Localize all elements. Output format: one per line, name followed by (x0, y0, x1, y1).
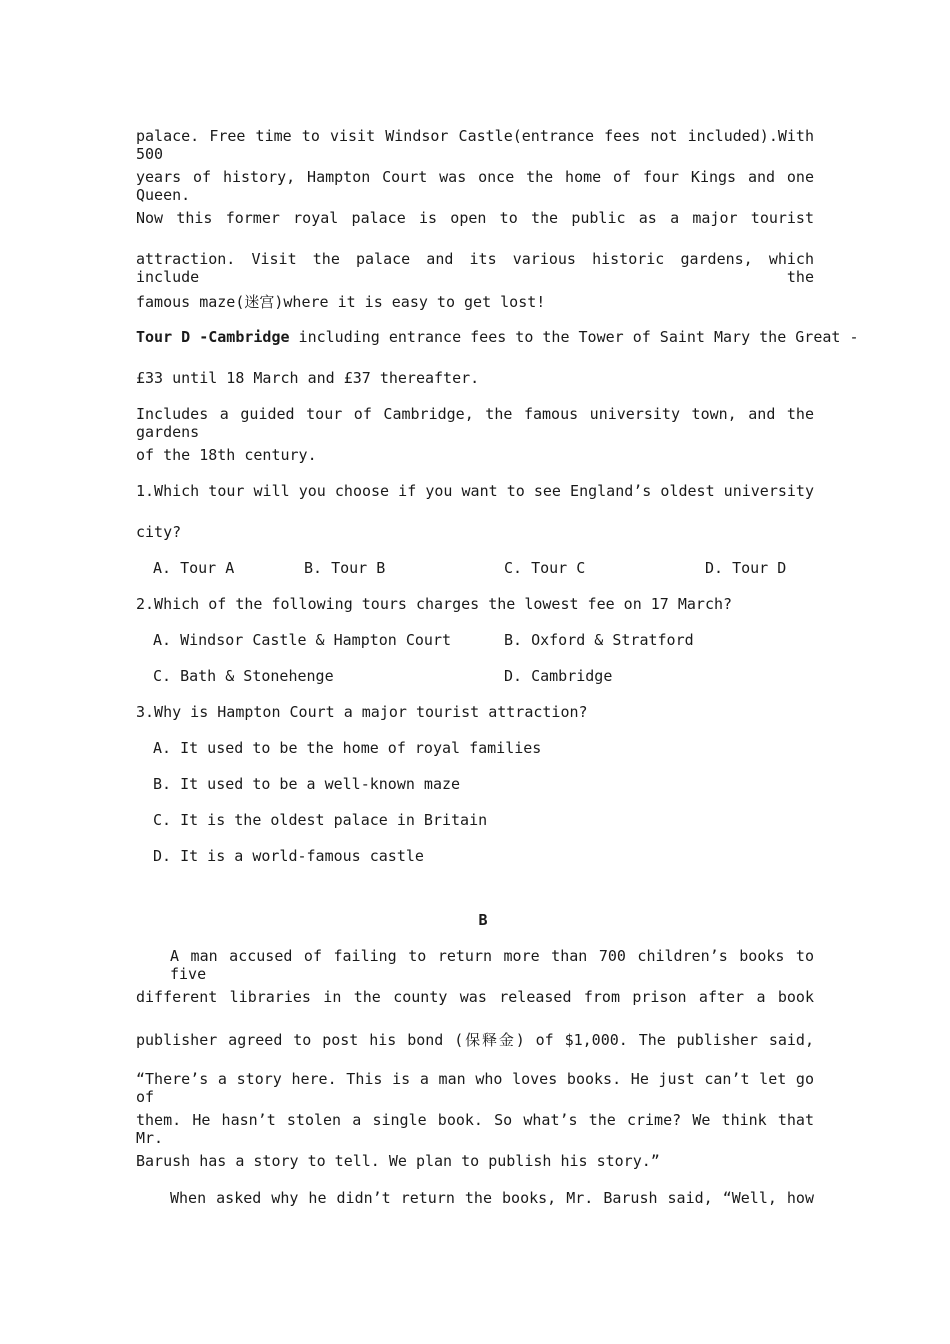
passage-b-line-6: Barush has a story to tell. We plan to publish his story.” (136, 1152, 660, 1170)
passage-b-heading: B (478, 911, 488, 929)
tour-d-line-1-rest: including entrance fees to the Tower of Saint Mary the Great - (289, 328, 859, 346)
tour-c-line-1: palace. Free time to visit Windsor Castle(entrance fees not included).With 500 (136, 127, 814, 163)
question-2-option-b: B. Oxford & Stratford (504, 631, 694, 649)
question-2-option-c: C. Bath & Stonehenge (153, 667, 334, 685)
question-1-stem-line-2: city? (136, 523, 182, 541)
question-1-stem-line-1: 1.Which tour will you choose if you want to see England’s oldest university (136, 482, 814, 500)
tour-d-desc-line-2: of the 18th century. (136, 446, 317, 464)
question-1-option-b: B. Tour B (304, 559, 386, 577)
question-2-stem: 2.Which of the following tours charges the lowest fee on 17 March? (136, 595, 733, 613)
question-2-option-a: A. Windsor Castle & Hampton Court (153, 631, 452, 649)
passage-b-line-7: When asked why he didn’t return the books, Mr. Barush said, “Well, how (170, 1189, 814, 1207)
question-3-option-b: B. It used to be a well-known maze (153, 775, 461, 793)
tour-c-line-2: years of history, Hampton Court was once the home of four Kings and one Queen. (136, 168, 814, 204)
question-2-option-d: D. Cambridge (504, 667, 613, 685)
tour-c-line-4: attraction. Visit the palace and its various historic gardens, which include the (136, 250, 814, 286)
tour-d-desc-line-1: Includes a guided tour of Cambridge, the famous university town, and the gardens (136, 405, 814, 441)
tour-c-line-3: Now this former royal palace is open to the public as a major tourist (136, 209, 814, 227)
question-3-option-a: A. It used to be the home of royal families (153, 739, 542, 757)
passage-b-line-2: different libraries in the county was released from prison after a book (136, 988, 814, 1006)
question-3-stem: 3.Why is Hampton Court a major tourist attraction? (136, 703, 588, 721)
question-3-option-d: D. It is a world-famous castle (153, 847, 424, 865)
tour-d-line-2: £33 until 18 March and £37 thereafter. (136, 369, 480, 387)
question-1-option-a: A. Tour A (153, 559, 235, 577)
passage-b-line-5: them. He hasn’t stolen a single book. So what’s the crime? We think that Mr. (136, 1111, 814, 1147)
question-3-option-c: C. It is the oldest palace in Britain (153, 811, 488, 829)
question-1-option-c: C. Tour C (504, 559, 586, 577)
tour-c-line-5: famous maze(迷宫)where it is easy to get lost! (136, 293, 546, 311)
passage-b-line-4: “There’s a story here. This is a man who loves books. He just can’t let go of (136, 1070, 814, 1106)
tour-d-title: Tour D -Cambridge (136, 328, 290, 346)
passage-b-line-3: publisher agreed to post his bond (保释金) of $1,000. The publisher said, (136, 1031, 814, 1049)
question-1-option-d: D. Tour D (705, 559, 787, 577)
passage-b-line-1: A man accused of failing to return more than 700 children’s books to five (170, 947, 814, 983)
tour-d-line-1 (136, 328, 858, 346)
